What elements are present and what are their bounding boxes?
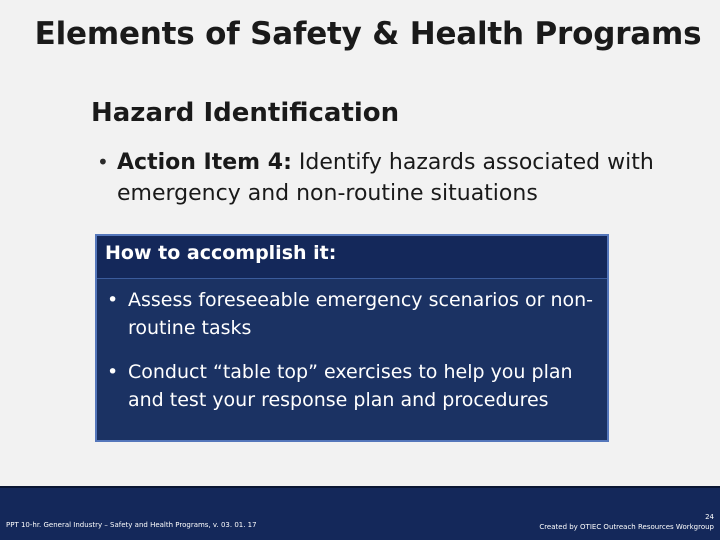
list-item (107, 358, 597, 414)
action-item-description: Identify hazards associated with emergency and non-routine situations (117, 150, 654, 206)
bullet-icon: • (107, 361, 119, 383)
bullet-icon: • (97, 150, 109, 174)
slide-title: Elements of Safety & Health Programs (34, 16, 702, 52)
list-item-text: Assess foreseeable emergency scenarios or non-routine tasks (128, 289, 594, 339)
bullet-icon: • (107, 289, 119, 311)
box-heading: How to accomplish it: (105, 242, 337, 264)
footer-right (539, 512, 714, 532)
section-heading: Hazard Identification (91, 98, 400, 128)
action-item-label: Action Item 4: (117, 150, 292, 175)
box-heading-bar (97, 236, 607, 279)
action-item (97, 147, 697, 209)
how-to-box (95, 234, 609, 442)
list-item (107, 286, 597, 342)
list-item-text: Conduct “table top” exercises to help you plan and test your response plan and procedures (128, 361, 573, 411)
footer-course-info: PPT 10-hr. General Industry – Safety and Health Programs, v. 03. 01. 17 (6, 521, 257, 529)
footer-divider (0, 486, 720, 488)
footer-credit: Created by OTIEC Outreach Resources Workgroup (539, 523, 714, 531)
footer-bar (0, 486, 720, 540)
action-item-text (117, 147, 697, 209)
page-number: 24 (705, 513, 714, 521)
